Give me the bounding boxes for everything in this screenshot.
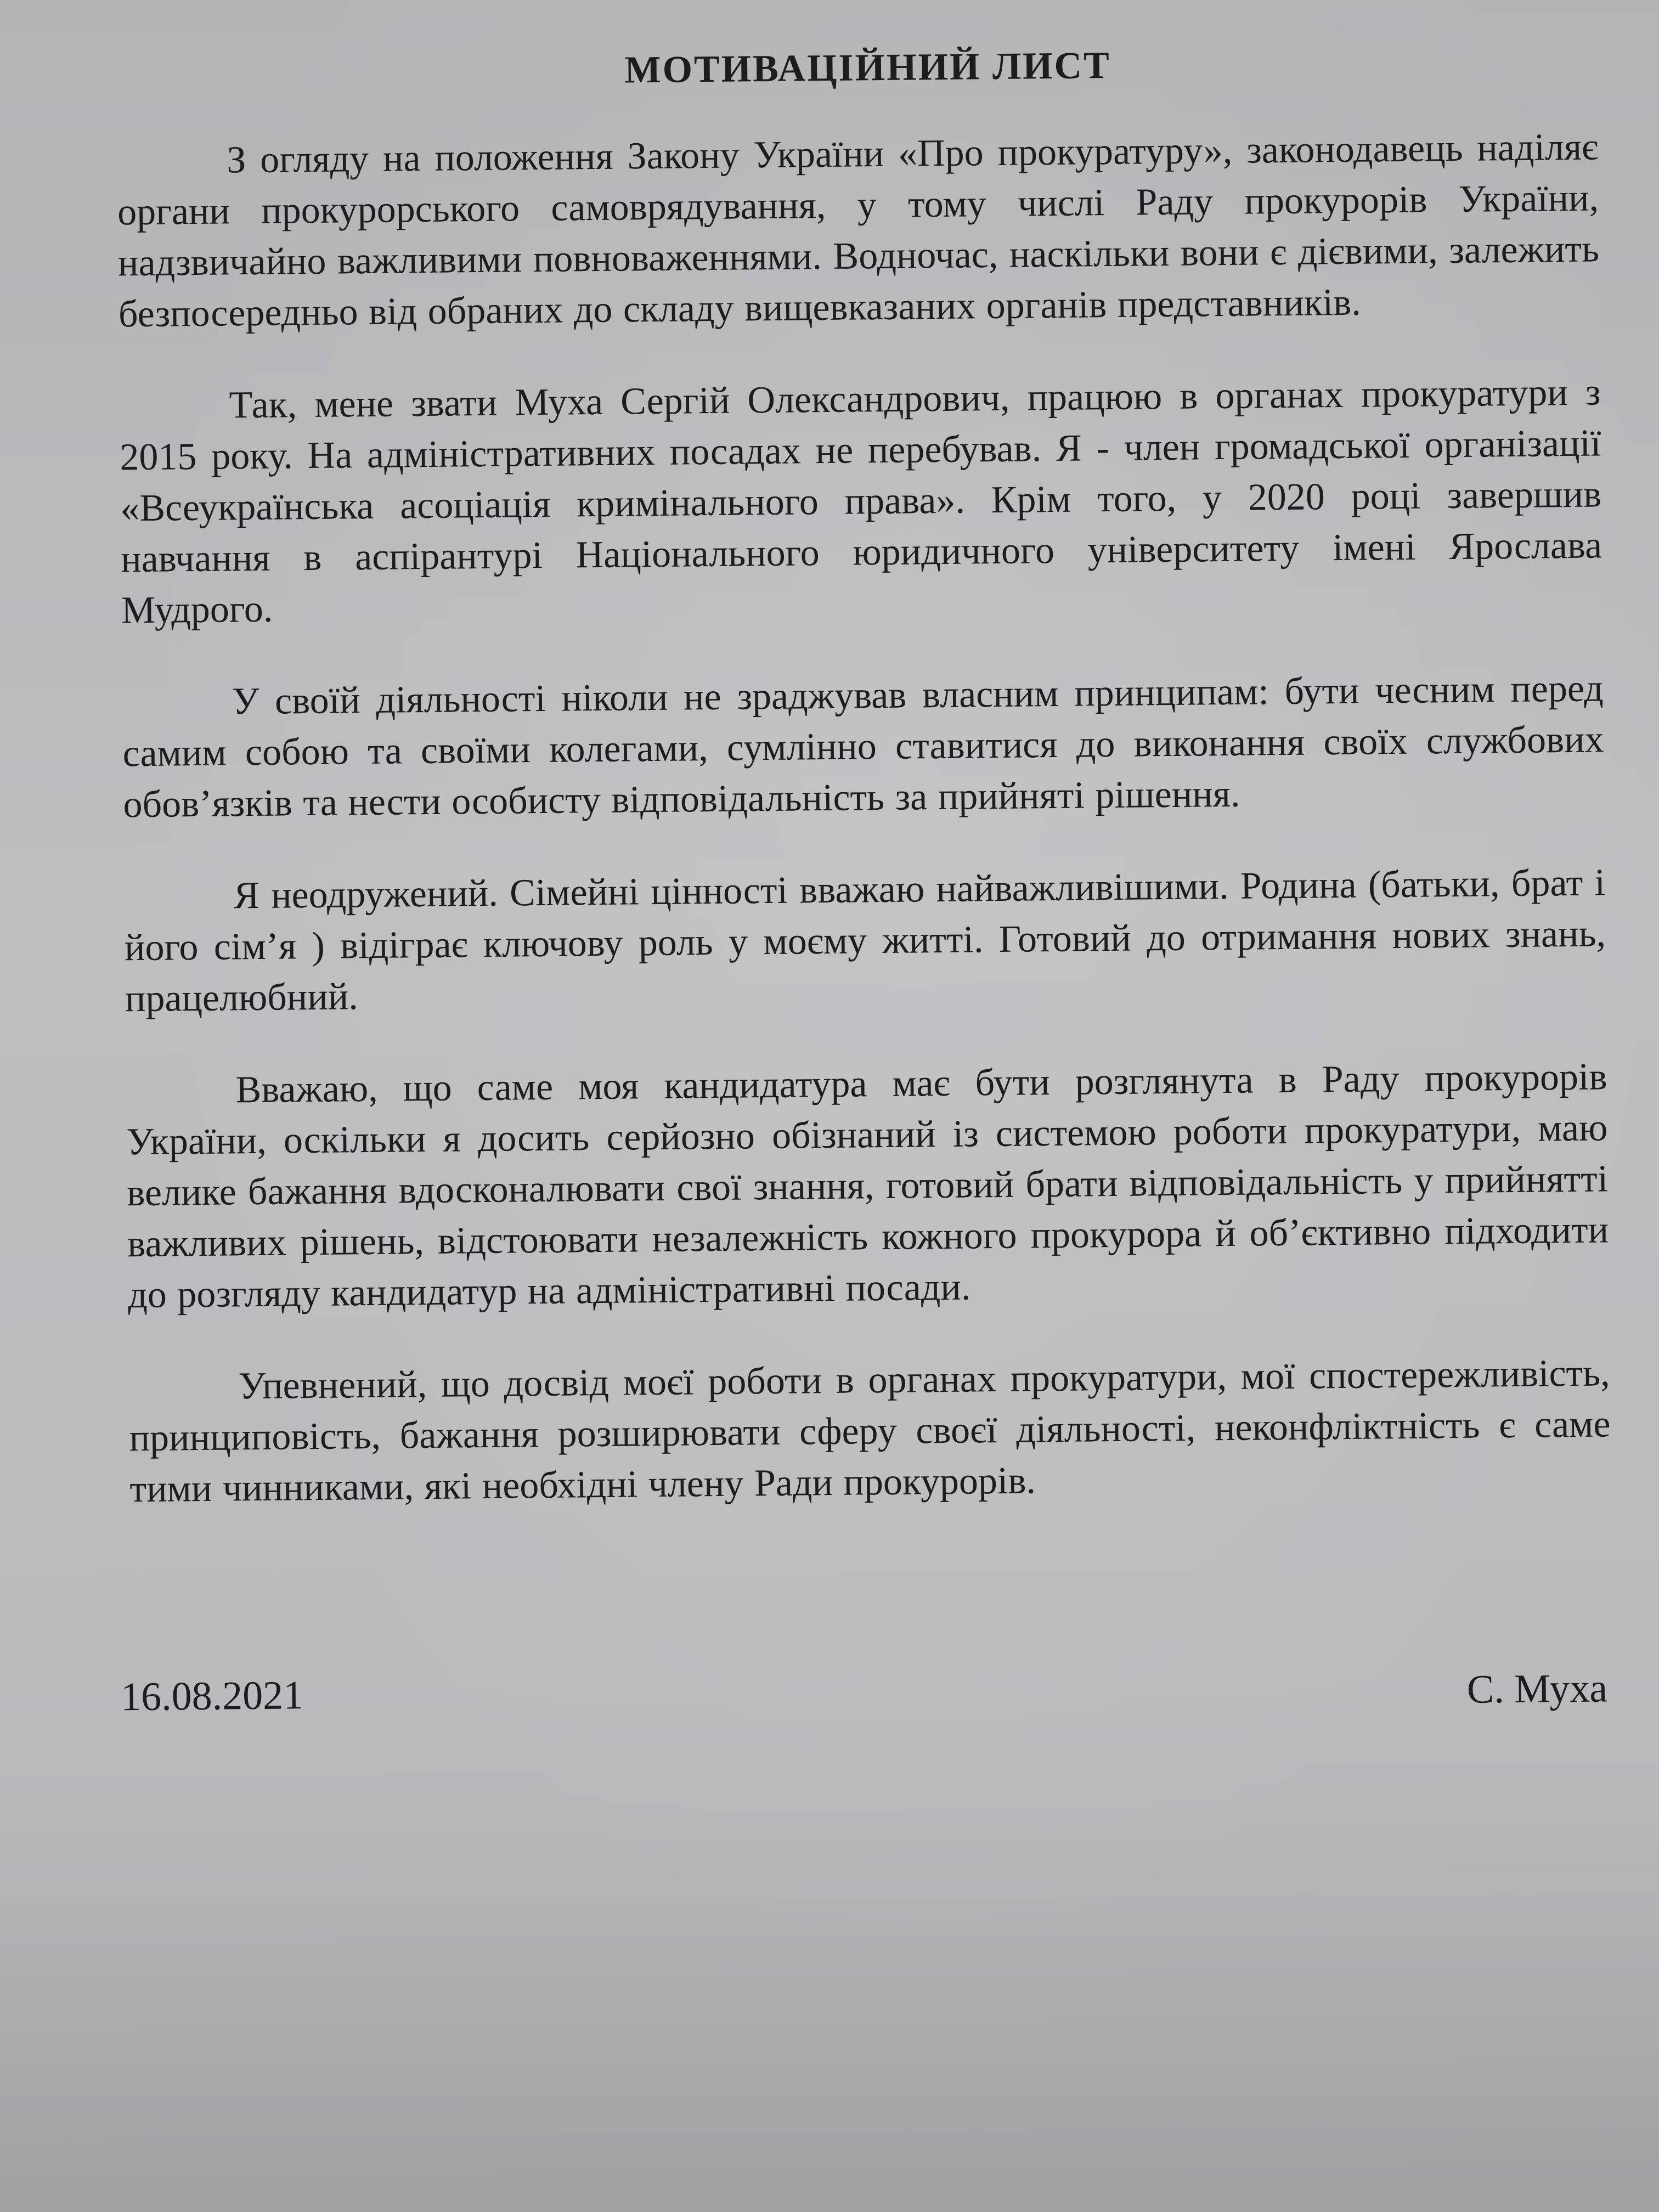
letter-footer: [120, 1660, 1613, 1729]
letter-title: МОТИВАЦІЙНИЙ ЛИСТ: [624, 44, 1111, 92]
letter-signature: С. Муха: [1466, 1666, 1608, 1712]
paragraph-family: Я неодружений. Сімейні цінності вважаю найважливішими. Родина (батьки, брат і його сім’я ) відіграє ключову роль у моєму житті. Готовий до отримання нових знань, працелюбний.: [124, 861, 1606, 1020]
paragraph-intro: З огляду на положення Закону України «Про прокуратуру», законодавець наділяє органи прокурорського самоврядування, у тому числі Раду прокурорів України, надзвичайно важливими повноваженнями. Водночас, наскільки вони є дієвими, залежить безпосередньо від обраних до складу вищевказаних органів представників.: [117, 126, 1600, 336]
paragraph-about: Так, мене звати Муха Сергій Олександрович, працюю в органах прокуратури з 2015 року. На адміністративних посадах не перебував. Я - член громадської організації «Всеукраїнська асоціація кримінального права». Крім того, у 2020 році завершив навчання в аспірантурі Національного юридичного університету імені Ярослава Мудрого.: [120, 371, 1602, 632]
letter-content: [116, 39, 1613, 1729]
letter-date: 16.08.2021: [120, 1673, 304, 1720]
paragraph-candidacy: Вважаю, що саме моя кандидатура має бути розглянута в Раду прокурорів України, оскільки я досить серйозно обізнаний із системою роботи прокуратури, маю велике бажання вдосконалювати свої знання, готовий брати відповідальність у прийнятті важливих рішень, відстоювати незалежність кожного прокурора й об’єктивно підходити до розгляду кандидатур на адміністративні посади.: [126, 1056, 1609, 1317]
paragraph-principles: У своїй діяльності ніколи не зраджував власним принципам: бути чесним перед самим собою та своїми колегами, сумлінно ставитися до виконання своїх службових обов’язків та нести особисту відповідальність за прийняті рішення.: [122, 667, 1604, 826]
paragraph-conclusion: Упевнений, що досвід моєї роботи в органах прокуратури, мої спостережливість, принциповість, бажання розширювати сферу своєї діяльності, неконфліктність є саме тими чинниками, які необхідні члену Ради прокурорів.: [129, 1352, 1611, 1511]
